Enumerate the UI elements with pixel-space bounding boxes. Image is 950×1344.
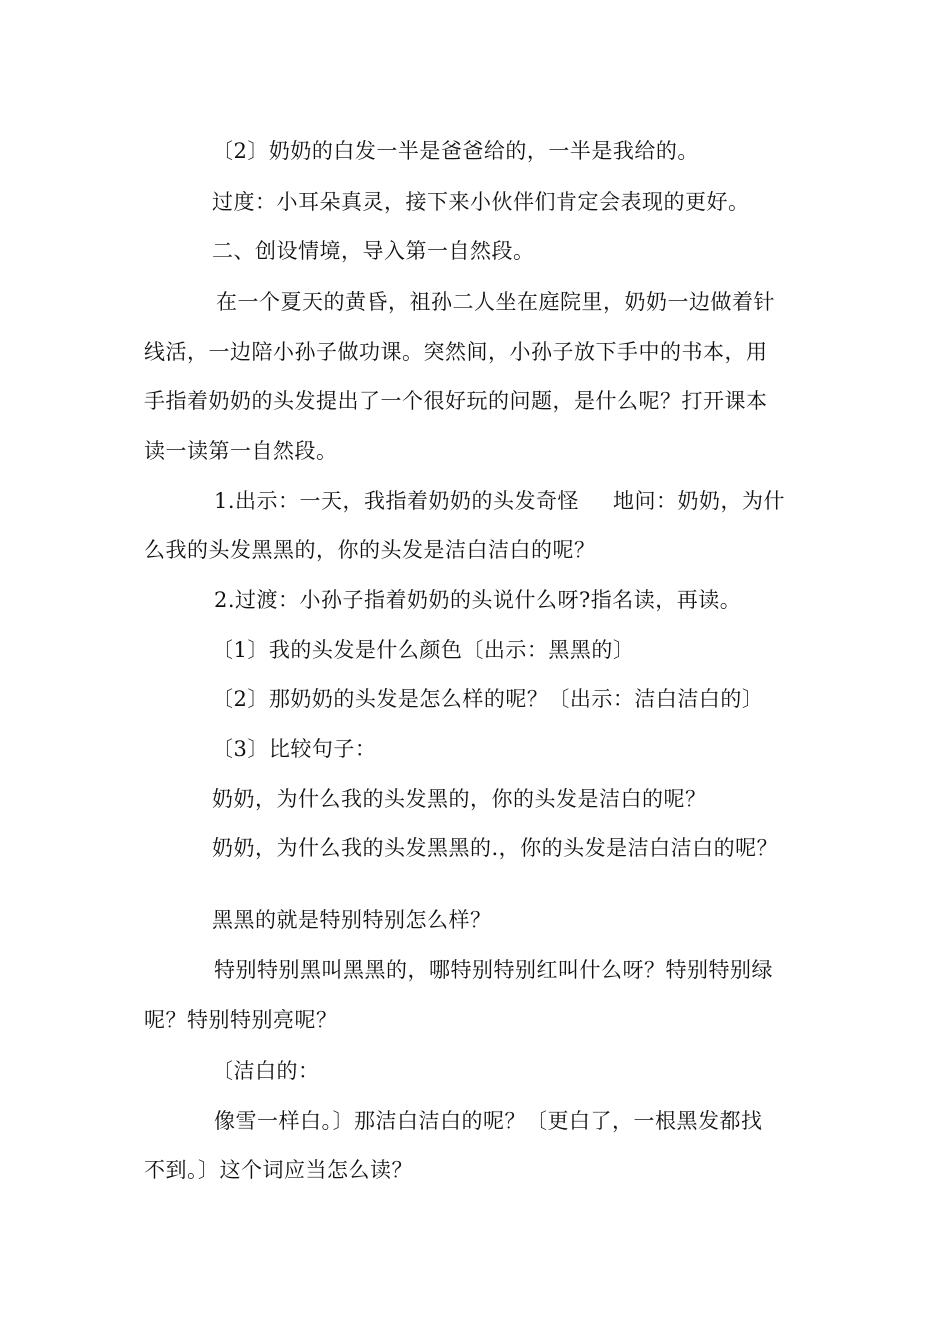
paragraph-line: 〔2〕那奶奶的头发是怎么样的呢？〔出示：洁白洁白的〕 xyxy=(212,687,764,711)
paragraph-line: 奶奶，为什么我的头发黑黑的.，你的头发是洁白洁白的呢？ xyxy=(212,836,779,860)
paragraph-line: 不到。〕这个词应当怎么读？ xyxy=(144,1158,413,1182)
paragraph-line: 奶奶，为什么我的头发黑的，你的头发是洁白的呢？ xyxy=(212,787,707,811)
paragraph-line xyxy=(214,491,785,512)
paragraph-line-part: 1.出示：一天，我指着奶奶的头发奇怪 xyxy=(214,489,580,513)
paragraph-line: 过度：小耳朵真灵，接下来小伙伴们肯定会表现的更好。 xyxy=(212,190,750,214)
paragraph-line: 〔洁白的： xyxy=(212,1059,320,1083)
paragraph-line-part: 地问：奶奶，为什 xyxy=(613,489,786,513)
paragraph-line: 〔3〕比较句子： xyxy=(212,737,377,761)
paragraph-line: 读一读第一自然段。 xyxy=(144,439,338,463)
paragraph-line: 么我的头发黑黑的，你的头发是洁白洁白的呢？ xyxy=(144,538,596,562)
paragraph-line: 特别特别黑叫黑黑的，哪特别特别红叫什么呀？特别特别绿 xyxy=(214,958,773,982)
paragraph-line: 手指着奶奶的头发提出了一个很好玩的问题，是什么呢？打开课本 xyxy=(144,389,768,413)
paragraph-line: 黑黑的就是特别特别怎么样？ xyxy=(212,908,492,932)
paragraph-line: 像雪一样白。〕那洁白洁白的呢？〔更白了，一根黑发都找 xyxy=(214,1109,763,1133)
paragraph-line: 在一个夏天的黄昏，祖孙二人坐在庭院里，奶奶一边做着针 xyxy=(216,290,775,314)
paragraph-line: 2.过渡：小孙子指着奶奶的头说什么呀?指名读，再读。 xyxy=(214,588,742,612)
paragraph-line: 〔2〕奶奶的白发一半是爸爸给的，一半是我给的。 xyxy=(212,139,699,163)
paragraph-line: 〔1〕我的头发是什么颜色〔出示：黑黑的〕 xyxy=(212,638,635,662)
paragraph-line: 呢？特别特别亮呢？ xyxy=(144,1008,338,1032)
paragraph-line: 线活，一边陪小孙子做功课。突然间，小孙子放下手中的书本，用 xyxy=(144,340,768,364)
section-heading: 二、创设情境，导入第一自然段。 xyxy=(212,239,535,263)
